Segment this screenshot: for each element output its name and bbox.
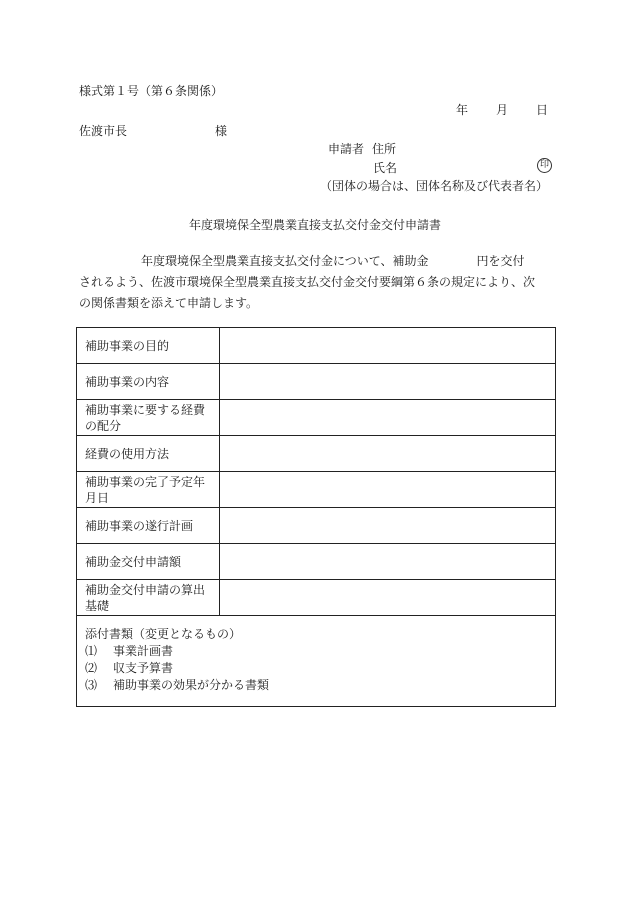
attachments-row: [77, 616, 556, 707]
body-line-3: の関係書類を添えて申請します。: [79, 296, 259, 310]
document-title: 年度環境保全型農業直接支払交付金交付申請書: [188, 218, 441, 232]
row-value-field[interactable]: [220, 544, 556, 580]
row-label: 補助金交付申請額: [77, 544, 220, 580]
row-value-field[interactable]: [220, 400, 556, 436]
row-value-field[interactable]: [220, 508, 556, 544]
group-note: （団体の場合は、団体名称及び代表者名）: [320, 179, 549, 193]
day-label: 日: [535, 103, 548, 117]
attachment-text: 補助事業の効果が分かる書類: [113, 678, 270, 692]
attachment-number: ⑴: [85, 644, 98, 658]
year-label: 年: [455, 103, 468, 117]
row-label: 補助事業に要する経費の配分: [77, 400, 220, 436]
body-line-1a: 年度環境保全型農業直接支払交付金について、補助金: [141, 254, 429, 268]
table-row: [77, 472, 556, 508]
applicant-line: [328, 143, 396, 155]
attachment-text: 事業計画書: [113, 644, 174, 658]
row-label: 補助事業の目的: [77, 328, 220, 364]
row-value-field[interactable]: [220, 328, 556, 364]
address-label: 住所: [372, 142, 397, 156]
table-row: [77, 436, 556, 472]
table-row: [77, 364, 556, 400]
seal-mark: 印: [537, 158, 552, 173]
honorific: 様: [215, 124, 228, 138]
body-line-2: されるよう、佐渡市環境保全型農業直接支払交付金交付要綱第６条の規定により、次: [79, 275, 536, 289]
attachment-item: [85, 660, 547, 677]
form-number: 様式第１号（第６条関係）: [79, 84, 224, 98]
body-line-1b: 円を交付: [476, 254, 525, 268]
attachments-heading: 添付書類（変更となるもの）: [85, 627, 242, 641]
month-label: 月: [495, 103, 508, 117]
attachment-number: ⑵: [85, 661, 98, 675]
date-line: [456, 104, 548, 116]
row-label: 補助事業の完了予定年月日: [77, 472, 220, 508]
table-row: [77, 328, 556, 364]
body-line-1: [79, 251, 555, 272]
row-label: 補助事業の遂行計画: [77, 508, 220, 544]
table-row: [77, 400, 556, 436]
row-label: 補助事業の内容: [77, 364, 220, 400]
row-label: 経費の使用方法: [77, 436, 220, 472]
row-value-field[interactable]: [220, 364, 556, 400]
addressee: 佐渡市長: [79, 124, 128, 138]
row-value-field[interactable]: [220, 436, 556, 472]
name-label: 氏名: [373, 161, 398, 175]
row-value-field[interactable]: [220, 580, 556, 616]
table-row: [77, 580, 556, 616]
table-row: [77, 544, 556, 580]
table-row: [77, 508, 556, 544]
addressee-line: [79, 125, 227, 137]
attachment-text: 収支予算書: [113, 661, 174, 675]
body-paragraph: [79, 251, 555, 314]
attachment-item: [85, 677, 547, 694]
attachments-cell: [77, 616, 556, 707]
row-value-field[interactable]: [220, 472, 556, 508]
attachment-number: ⑶: [85, 678, 98, 692]
application-table: [76, 327, 556, 707]
applicant-label: 申請者: [328, 142, 365, 156]
attachment-item: [85, 643, 547, 660]
row-label: 補助金交付申請の算出基礎: [77, 580, 220, 616]
